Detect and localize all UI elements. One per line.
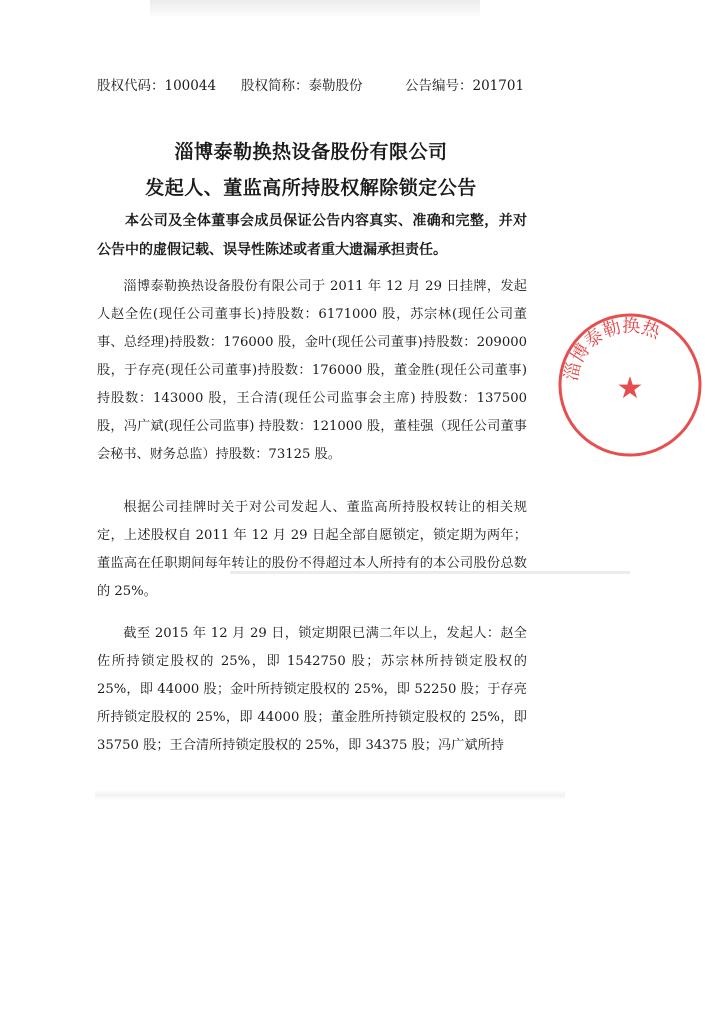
company-name-title: 淄博泰勒换热设备股份有限公司 [174,141,448,163]
svg-text:★: ★ [616,371,644,406]
stock-abbreviation: 股权简称：泰勒股份 [241,78,363,94]
lockup-rule-paragraph: 根据公司挂牌时关于对公司发起人、董监高所持股权转让的相关规定，上述股权自 2011 年 12 月 29 日起全部自愿锁定，锁定期为两年；董监高在任职期间每年转让的股份不得超过本人所持有的本公司股份总数的 25%。 [97,500,527,599]
board-statement: 本公司及全体董事会成员保证公告内容真实、准确和完整，并对公告中的虚假记载、误导性陈述或者重大遗漏承担责任。 [97,213,527,258]
company-seal-stamp [555,310,705,460]
unlock-details-paragraph: 截至 2015 年 12 月 29 日，锁定期限已满二年以上，发起人：赵全佐所持锁定股权的 25%，即 1542750 股；苏宗林所持锁定股权的 25%，即 44000 股；金叶所持锁定股权的 25%，即 52250 股；于存亮所持锁定股权的 25%，即 44000 股；董金胜所持锁定股权的 25%，即 35750 股；王合清所持锁定股权的 25%，即 34375 股；冯广斌所持 [97,626,527,753]
announcement-number: 公告编号：201701 [405,78,525,94]
announcement-header [0,74,622,98]
stock-code: 股权代码：100044 [97,78,217,94]
scan-artifact [150,0,480,16]
svg-text:淄博泰勒换热 [561,316,664,383]
scan-artifact-bleed [95,790,565,800]
shareholding-paragraph: 淄博泰勒换热设备股份有限公司于 2011 年 12 月 29 日挂牌，发起人赵全佐(现任公司董事长)持股数：6171000 股，苏宗林(现任公司董事、总经理)持股数：176000 股，金叶(现任公司董事)持股数：209000 股，于存亮(现任公司董事)持股数：176000 股，董金胜(现任公司董事)持股数：143000 股，王合清(现任公司监事会主席) 持股数：137500 股，冯广斌(现任公司监事) 持股数：121000 股，董桂强（现任公司董事会秘书、财务总监）持股数：73125 股。 [97,279,527,462]
seal-text: 淄博泰勒换热 [560,315,663,383]
announcement-title: 发起人、董监高所持股权解除锁定公告 [145,177,477,199]
